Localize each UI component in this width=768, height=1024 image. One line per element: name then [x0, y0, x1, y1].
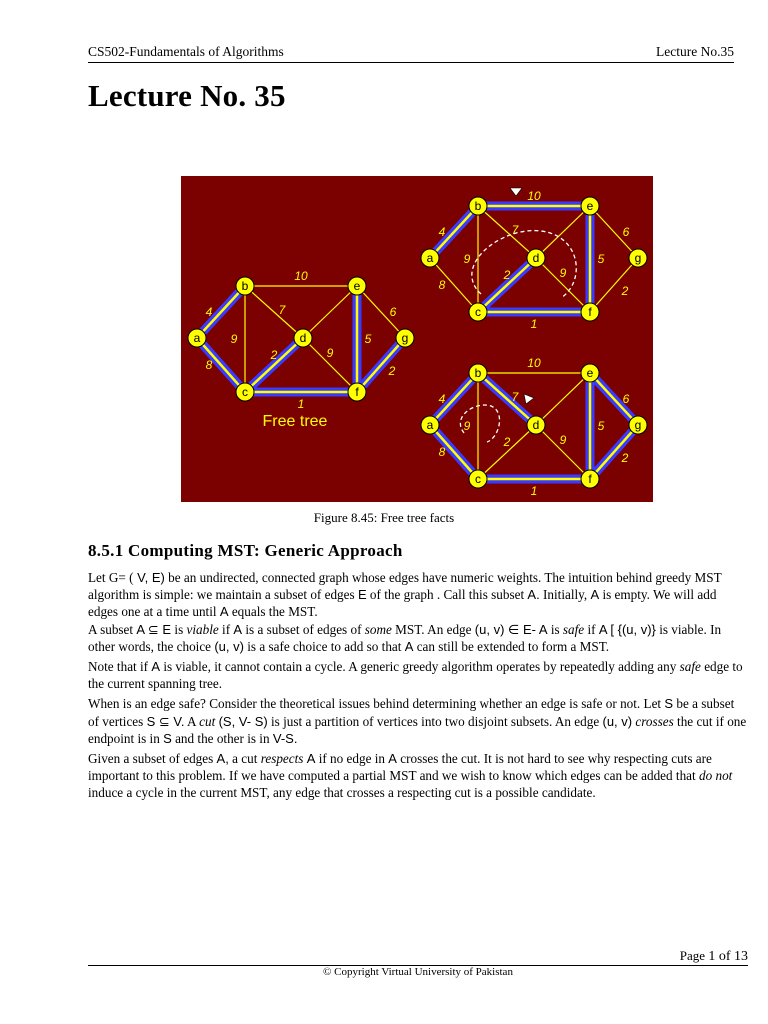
- edge-weight-c-d: 2: [503, 435, 511, 449]
- edge-c-d: [245, 338, 303, 392]
- vertex-label-f: f: [588, 305, 592, 319]
- paragraph: A subset A ⊆ E is viable if A is a subset of edges of some MST. An edge (u, v) ∈ E- A is safe if A [ {(u, v)} is viable. In other words, the choice (u, v) is a safe choice to add so that A can still be extended to form a MST.: [88, 621, 722, 654]
- edge-c-d: [478, 425, 536, 479]
- lecture-title: Lecture No. 35: [88, 78, 286, 113]
- vertex-label-g: g: [634, 251, 642, 265]
- edge-weight-b-e: 10: [527, 189, 541, 203]
- vertex-label-c: c: [242, 385, 248, 399]
- edge-d-e: [536, 373, 590, 425]
- vertex-label-f: f: [355, 385, 359, 399]
- edge-weight-f-g: 2: [388, 364, 396, 378]
- edge-weight-b-d: 7: [511, 390, 519, 404]
- edge-weight-c-f: 1: [297, 397, 305, 411]
- vertex-label-b: b: [474, 366, 482, 380]
- vertex-label-e: e: [353, 279, 361, 293]
- edge-weight-b-d: 7: [511, 223, 519, 237]
- paragraph: When is an edge safe? Consider the theoretical issues behind determining whether an edge is safe or not. Let S be a subset of vertices S ⊆ V. A cut (S, V- S) is just a partition of vertices into two disjoint subsets. An edge (u, v) crosses the cut if one endpoint is in S and the other is in V-S.: [88, 696, 747, 746]
- edge-weight-c-d: 2: [270, 348, 278, 362]
- edge-e-g: [590, 373, 638, 425]
- edge-weight-a-b: 4: [438, 225, 446, 239]
- edge-weight-b-d: 7: [278, 303, 286, 317]
- edge-weight-c-f: 1: [530, 484, 538, 498]
- edge-weight-c-d: 2: [503, 268, 511, 282]
- edge-weight-b-e: 10: [294, 269, 308, 283]
- edge-weight-e-g: 6: [622, 225, 630, 239]
- edge-a-c: [197, 338, 245, 392]
- edge-weight-e-f: 5: [597, 419, 605, 433]
- edge-weight-b-c: 9: [230, 332, 238, 346]
- lecture-number: Lecture No.35: [656, 44, 734, 59]
- vertex-label-e: e: [586, 366, 594, 380]
- edge-weight-d-f: 9: [559, 433, 567, 447]
- body-text: [88, 569, 748, 805]
- edge-d-e: [303, 286, 357, 338]
- graph-bottom-right: [421, 356, 647, 498]
- vertex-label-g: g: [401, 331, 409, 345]
- edge-weight-d-f: 9: [326, 346, 334, 360]
- vertex-label-b: b: [474, 199, 482, 213]
- pointer-triangle-top: [510, 188, 522, 196]
- edge-weight-e-g: 6: [622, 392, 630, 406]
- edge-weight-e-g: 6: [389, 305, 397, 319]
- figure-free-tree: [181, 176, 653, 502]
- graph-left: [188, 269, 414, 411]
- vertex-label-d: d: [532, 251, 540, 265]
- vertex-label-a: a: [193, 331, 201, 345]
- vertex-label-b: b: [241, 279, 249, 293]
- edge-c-d: [478, 258, 536, 312]
- edge-a-b: [430, 206, 478, 258]
- section-title: 8.5.1 Computing MST: Generic Approach: [88, 541, 403, 560]
- free-tree-label: Free tree: [262, 413, 328, 430]
- edge-weight-a-c: 8: [438, 278, 446, 292]
- vertex-label-f: f: [588, 472, 592, 486]
- vertex-label-a: a: [426, 251, 434, 265]
- edge-a-c: [430, 258, 478, 312]
- edge-weight-d-f: 9: [559, 266, 567, 280]
- edge-a-c: [430, 425, 478, 479]
- edge-weight-f-g: 2: [621, 451, 629, 465]
- page-number: Page 1 of 13: [679, 948, 748, 964]
- edge-e-g: [590, 206, 638, 258]
- graph-top-right: [421, 189, 647, 331]
- figure-caption: Figure 8.45: Free tree facts: [313, 510, 455, 525]
- edge-e-g: [357, 286, 405, 338]
- graph-diagram: [181, 176, 653, 502]
- edge-weight-a-c: 8: [438, 445, 446, 459]
- vertex-label-c: c: [475, 472, 481, 486]
- edge-b-d: [478, 206, 536, 258]
- edge-weight-a-b: 4: [438, 392, 446, 406]
- course-name: CS502-Fundamentals of Algorithms: [88, 44, 284, 59]
- edge-f-g: [590, 425, 638, 479]
- page-header: [88, 44, 734, 63]
- edge-b-d: [245, 286, 303, 338]
- vertex-label-a: a: [426, 418, 434, 432]
- vertex-label-d: d: [532, 418, 540, 432]
- vertex-label-e: e: [586, 199, 594, 213]
- edge-weight-a-c: 8: [205, 358, 213, 372]
- edge-a-b: [430, 373, 478, 425]
- vertex-label-d: d: [299, 331, 307, 345]
- edge-weight-b-c: 9: [463, 419, 471, 433]
- edge-weight-e-f: 5: [364, 332, 372, 346]
- vertex-label-c: c: [475, 305, 481, 319]
- edge-f-g: [357, 338, 405, 392]
- edge-weight-f-g: 2: [621, 284, 629, 298]
- edge-weight-a-b: 4: [205, 305, 213, 319]
- vertex-label-g: g: [634, 418, 642, 432]
- pointer-triangle-bottom: [524, 394, 534, 404]
- paragraph: Let G= ( V, E) be an undirected, connected graph whose edges have numeric weights. The intuition behind greedy MST algorithm is simple: we maintain a subset of edges E of the graph . Call this subset A. Initially, A is empty. We will add edges one at a time until A equals the MST.: [88, 570, 722, 620]
- paragraph: Note that if A is viable, it cannot contain a cycle. A generic greedy algorithm operates by repeatedly adding any safe edge to the current spanning tree.: [88, 659, 743, 692]
- edge-f-g: [590, 258, 638, 312]
- copyright: © Copyright Virtual University of Pakistan: [323, 966, 513, 978]
- edge-weight-b-e: 10: [527, 356, 541, 370]
- edge-weight-b-c: 9: [463, 252, 471, 266]
- edge-weight-c-f: 1: [530, 317, 538, 331]
- paragraph: Given a subset of edges A, a cut respects A if no edge in A crosses the cut. It is not hard to see why respecting cuts are important to this problem. If we have computed a partial MST and we wish to know which edges can be added that do not induce a cycle in the current MST, any edge that crosses a respecting cut is a possible candidate.: [88, 751, 733, 801]
- edge-a-b: [197, 286, 245, 338]
- edge-weight-e-f: 5: [597, 252, 605, 266]
